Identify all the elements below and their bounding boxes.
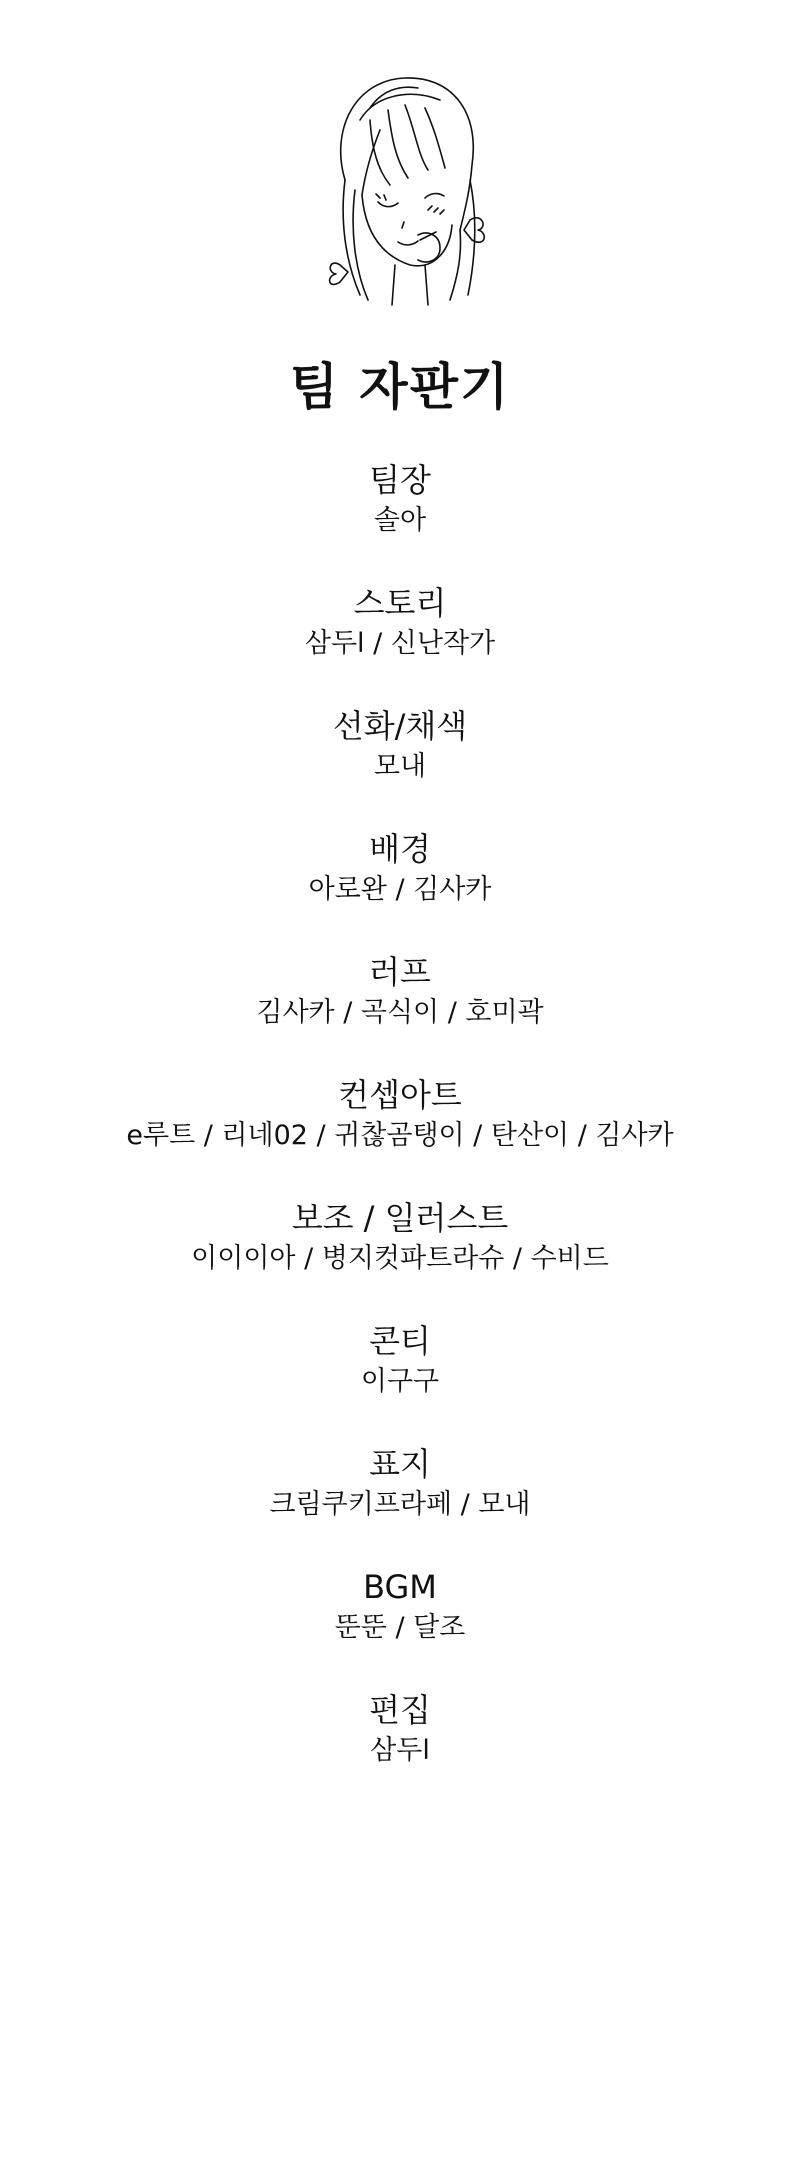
- page-title: 팀 자판기: [289, 357, 511, 416]
- credit-role: 선화/채색: [332, 707, 468, 745]
- character-sketch-image: [300, 60, 500, 310]
- credit-names: 김사카 / 곡식이 / 호미곽: [256, 997, 544, 1028]
- credit-names: 솔아: [373, 505, 427, 536]
- credit-item: [0, 950, 800, 1073]
- credits-list: [0, 458, 800, 1811]
- credit-role: 편집: [369, 1691, 431, 1729]
- credit-role: 배경: [369, 830, 431, 868]
- credit-names: 뚠뚠 / 달조: [334, 1612, 466, 1643]
- credit-item: [0, 1442, 800, 1565]
- credit-names: 이구구: [360, 1366, 440, 1397]
- credit-names: 삼두l: [370, 1735, 430, 1766]
- credit-role: 표지: [369, 1445, 431, 1483]
- credit-item: [0, 1073, 800, 1196]
- credit-names: 삼두l / 신난작가: [304, 628, 496, 659]
- credit-role: 러프: [369, 953, 431, 991]
- credit-role: BGM: [363, 1568, 437, 1606]
- credit-item: [0, 1565, 800, 1688]
- credit-names: 아로완 / 김사카: [308, 874, 492, 905]
- credit-role: 콘티: [369, 1322, 431, 1360]
- credit-item: [0, 581, 800, 704]
- credit-item: [0, 827, 800, 950]
- credit-item: [0, 704, 800, 827]
- credit-item: [0, 458, 800, 581]
- credit-role: 컨셉아트: [338, 1076, 462, 1114]
- credit-role: 팀장: [369, 461, 431, 499]
- credit-role: 스토리: [353, 584, 447, 622]
- credit-role: 보조 / 일러스트: [291, 1199, 509, 1237]
- credit-names: e루트 / 리네02 / 귀찮곰탱이 / 탄산이 / 김사카: [126, 1120, 674, 1151]
- credit-item: [0, 1196, 800, 1319]
- credit-names: 이이이아 / 병지컷파트라슈 / 수비드: [191, 1243, 609, 1274]
- credit-item: [0, 1688, 800, 1811]
- credit-names: 크림쿠키프라페 / 모내: [269, 1489, 531, 1520]
- credit-names: 모내: [373, 751, 427, 782]
- credit-item: [0, 1319, 800, 1442]
